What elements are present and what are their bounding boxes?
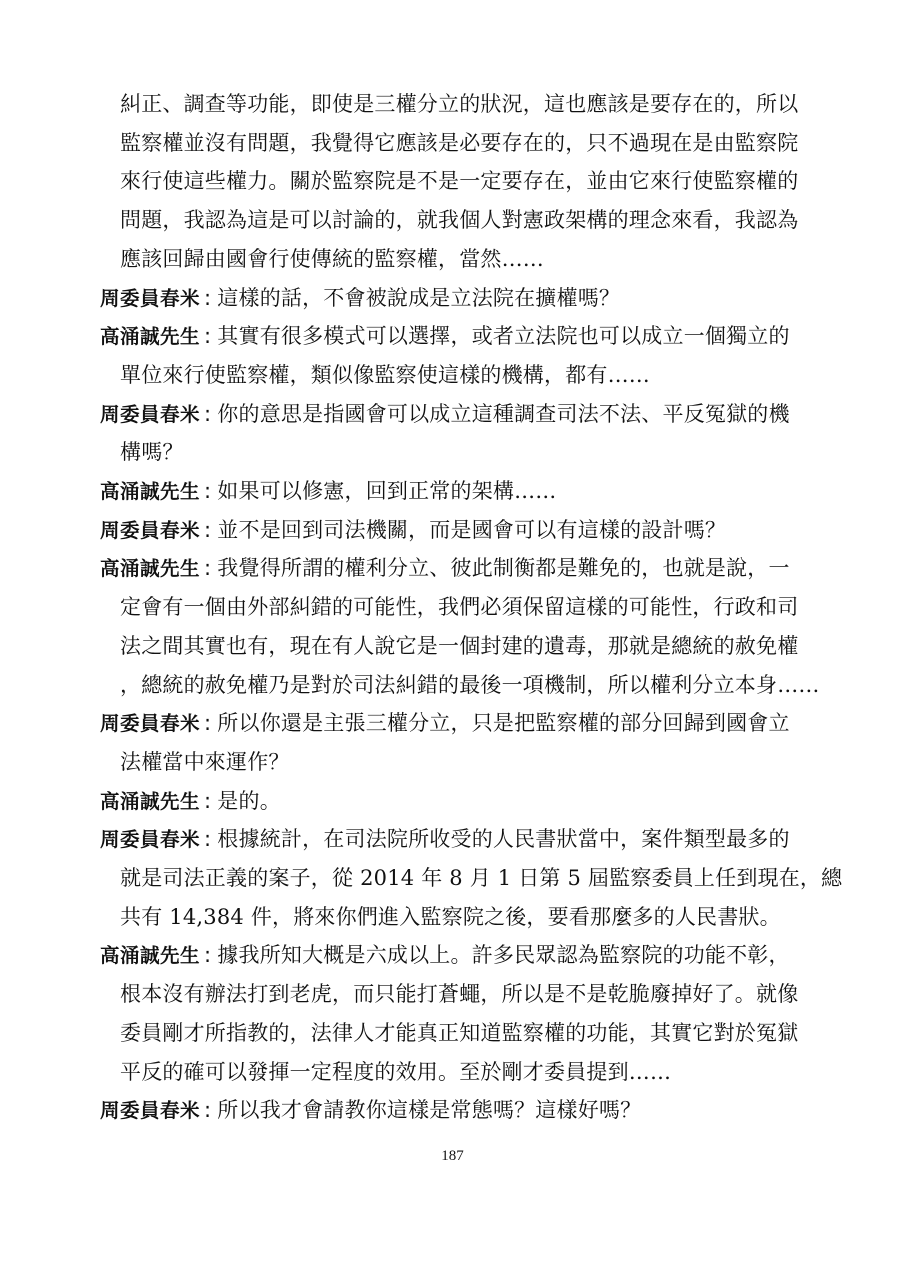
- text-line: [120, 903, 781, 931]
- speech-text: 就是司法正義的案子，從 2014 年 8 月 1 日第 5 屆監察委員上任到現在，總: [120, 866, 843, 890]
- text-line: [100, 941, 790, 969]
- text-line: [120, 980, 798, 1008]
- text-line: [100, 825, 790, 853]
- text-line: [120, 245, 544, 273]
- speech-text: 應該回歸由國會行使傳統的監察權，當然……: [120, 246, 544, 271]
- speech-text: 我覺得所謂的權利分立、彼此制衡都是難免的，也就是說，一: [217, 556, 790, 581]
- speaker-colon: :: [204, 827, 212, 852]
- text-line: [120, 748, 290, 776]
- text-line: [120, 361, 650, 389]
- speech-text: ，總統的赦免權乃是對於司法糾錯的最後一項機制，所以權利分立本身……: [120, 672, 820, 697]
- speaker-colon: :: [204, 788, 212, 813]
- speech-text: 據我所知大概是六成以上。許多民眾認為監察院的功能不彰，: [217, 943, 790, 968]
- text-line: [120, 1058, 671, 1086]
- speech-text: 所以我才會請教你這樣是常態嗎？這樣好嗎？: [217, 1098, 642, 1123]
- text-line: [120, 206, 798, 234]
- speaker-name: 周委員春米: [100, 1099, 201, 1123]
- speech-text: 共有 14,384 件，將來你們進入監察院之後，要看那麼多的人民書狀。: [120, 904, 781, 929]
- speech-text: 你的意思是指國會可以成立這種調查司法不法、平反冤獄的機: [217, 401, 790, 426]
- text-line: [100, 709, 790, 737]
- speech-text: 委員剛才所指教的，法律人才能真正知道監察權的功能，其實它對於冤獄: [120, 1020, 799, 1045]
- speaker-name: 高涌誠先生: [100, 480, 201, 503]
- text-line: [120, 671, 820, 699]
- speech-text: 其實有很多模式可以選擇，或者立法院也可以成立一個獨立的: [217, 324, 790, 349]
- text-line: [100, 1096, 641, 1124]
- speaker-colon: :: [204, 285, 212, 310]
- speech-text: 定會有一個由外部糾錯的可能性，我們必須保留這樣的可能性，行政和司: [120, 595, 799, 620]
- text-line: [120, 438, 184, 466]
- speech-text: 糾正、調查等功能，即使是三權分立的狀況，這也應該是要存在的，所以: [120, 92, 799, 116]
- speaker-name: 周委員春米: [100, 712, 201, 736]
- page-number: 187: [441, 1148, 464, 1164]
- text-line: [120, 90, 798, 118]
- speaker-name: 高涌誠先生: [100, 944, 201, 968]
- speech-text: 監察權並沒有問題，我覺得它應該是必要存在的，只不過現在是由監察院: [120, 130, 799, 155]
- text-line: [120, 632, 798, 660]
- speaker-name: 周委員春米: [100, 286, 201, 310]
- speaker-colon: :: [204, 324, 212, 349]
- text-line: [100, 477, 557, 505]
- speech-text: 根據統計，在司法院所收受的人民書狀當中，案件類型最多的: [217, 827, 790, 852]
- speech-text: 並不是回到司法機關，而是國會可以有這樣的設計嗎？: [217, 517, 727, 542]
- text-line: [100, 516, 726, 544]
- speaker-name: 周委員春米: [100, 402, 201, 426]
- speech-text: 根本沒有辦法打到老虎，而只能打蒼蠅，所以是不是乾脆廢掉好了。就像: [120, 982, 799, 1007]
- speaker-colon: :: [204, 711, 212, 736]
- text-line: [120, 593, 798, 621]
- speaker-name: 周委員春米: [100, 828, 201, 852]
- text-line: [120, 129, 798, 157]
- speech-text: 法之間其實也有，現在有人說它是一個封建的遺毒，那就是總統的赦免權: [120, 633, 799, 658]
- text-line: [100, 554, 790, 582]
- text-line: [100, 322, 790, 350]
- speaker-colon: :: [204, 517, 212, 542]
- speaker-name: 周委員春米: [100, 518, 201, 542]
- speaker-name: 高涌誠先生: [100, 325, 201, 349]
- text-line: [100, 284, 620, 312]
- speaker-name: 高涌誠先生: [100, 789, 201, 813]
- speaker-colon: :: [204, 943, 212, 968]
- speech-text: 問題，我認為這是可以討論的，就我個人對憲政架構的理念來看，我認為: [120, 208, 799, 233]
- text-line: [120, 864, 842, 892]
- speech-text: 法權當中來運作？: [120, 749, 290, 774]
- speech-text: 是的。: [217, 788, 281, 813]
- speech-text: 構嗎？: [120, 440, 184, 465]
- speech-text: 這樣的話，不會被說成是立法院在擴權嗎？: [217, 285, 621, 310]
- text-line: [100, 787, 281, 815]
- text-line: [120, 1019, 798, 1047]
- speaker-name: 高涌誠先生: [100, 557, 201, 581]
- text-line: [120, 167, 798, 195]
- speaker-colon: :: [204, 1098, 212, 1123]
- speech-text: 平反的確可以發揮一定程度的效用。至於剛才委員提到……: [120, 1059, 672, 1084]
- speech-text: 所以你還是主張三權分立，只是把監察權的部分回歸到國會立: [217, 711, 790, 736]
- speaker-colon: :: [204, 479, 212, 503]
- speech-text: 來行使這些權力。關於監察院是不是一定要存在，並由它來行使監察權的: [120, 169, 799, 194]
- speech-text: 單位來行使監察權，類似像監察使這樣的機構，都有……: [120, 362, 650, 387]
- speaker-colon: :: [204, 556, 212, 581]
- text-line: [100, 400, 790, 428]
- speaker-colon: :: [204, 401, 212, 426]
- speech-text: 如果可以修憲，回到正常的架構……: [217, 479, 557, 503]
